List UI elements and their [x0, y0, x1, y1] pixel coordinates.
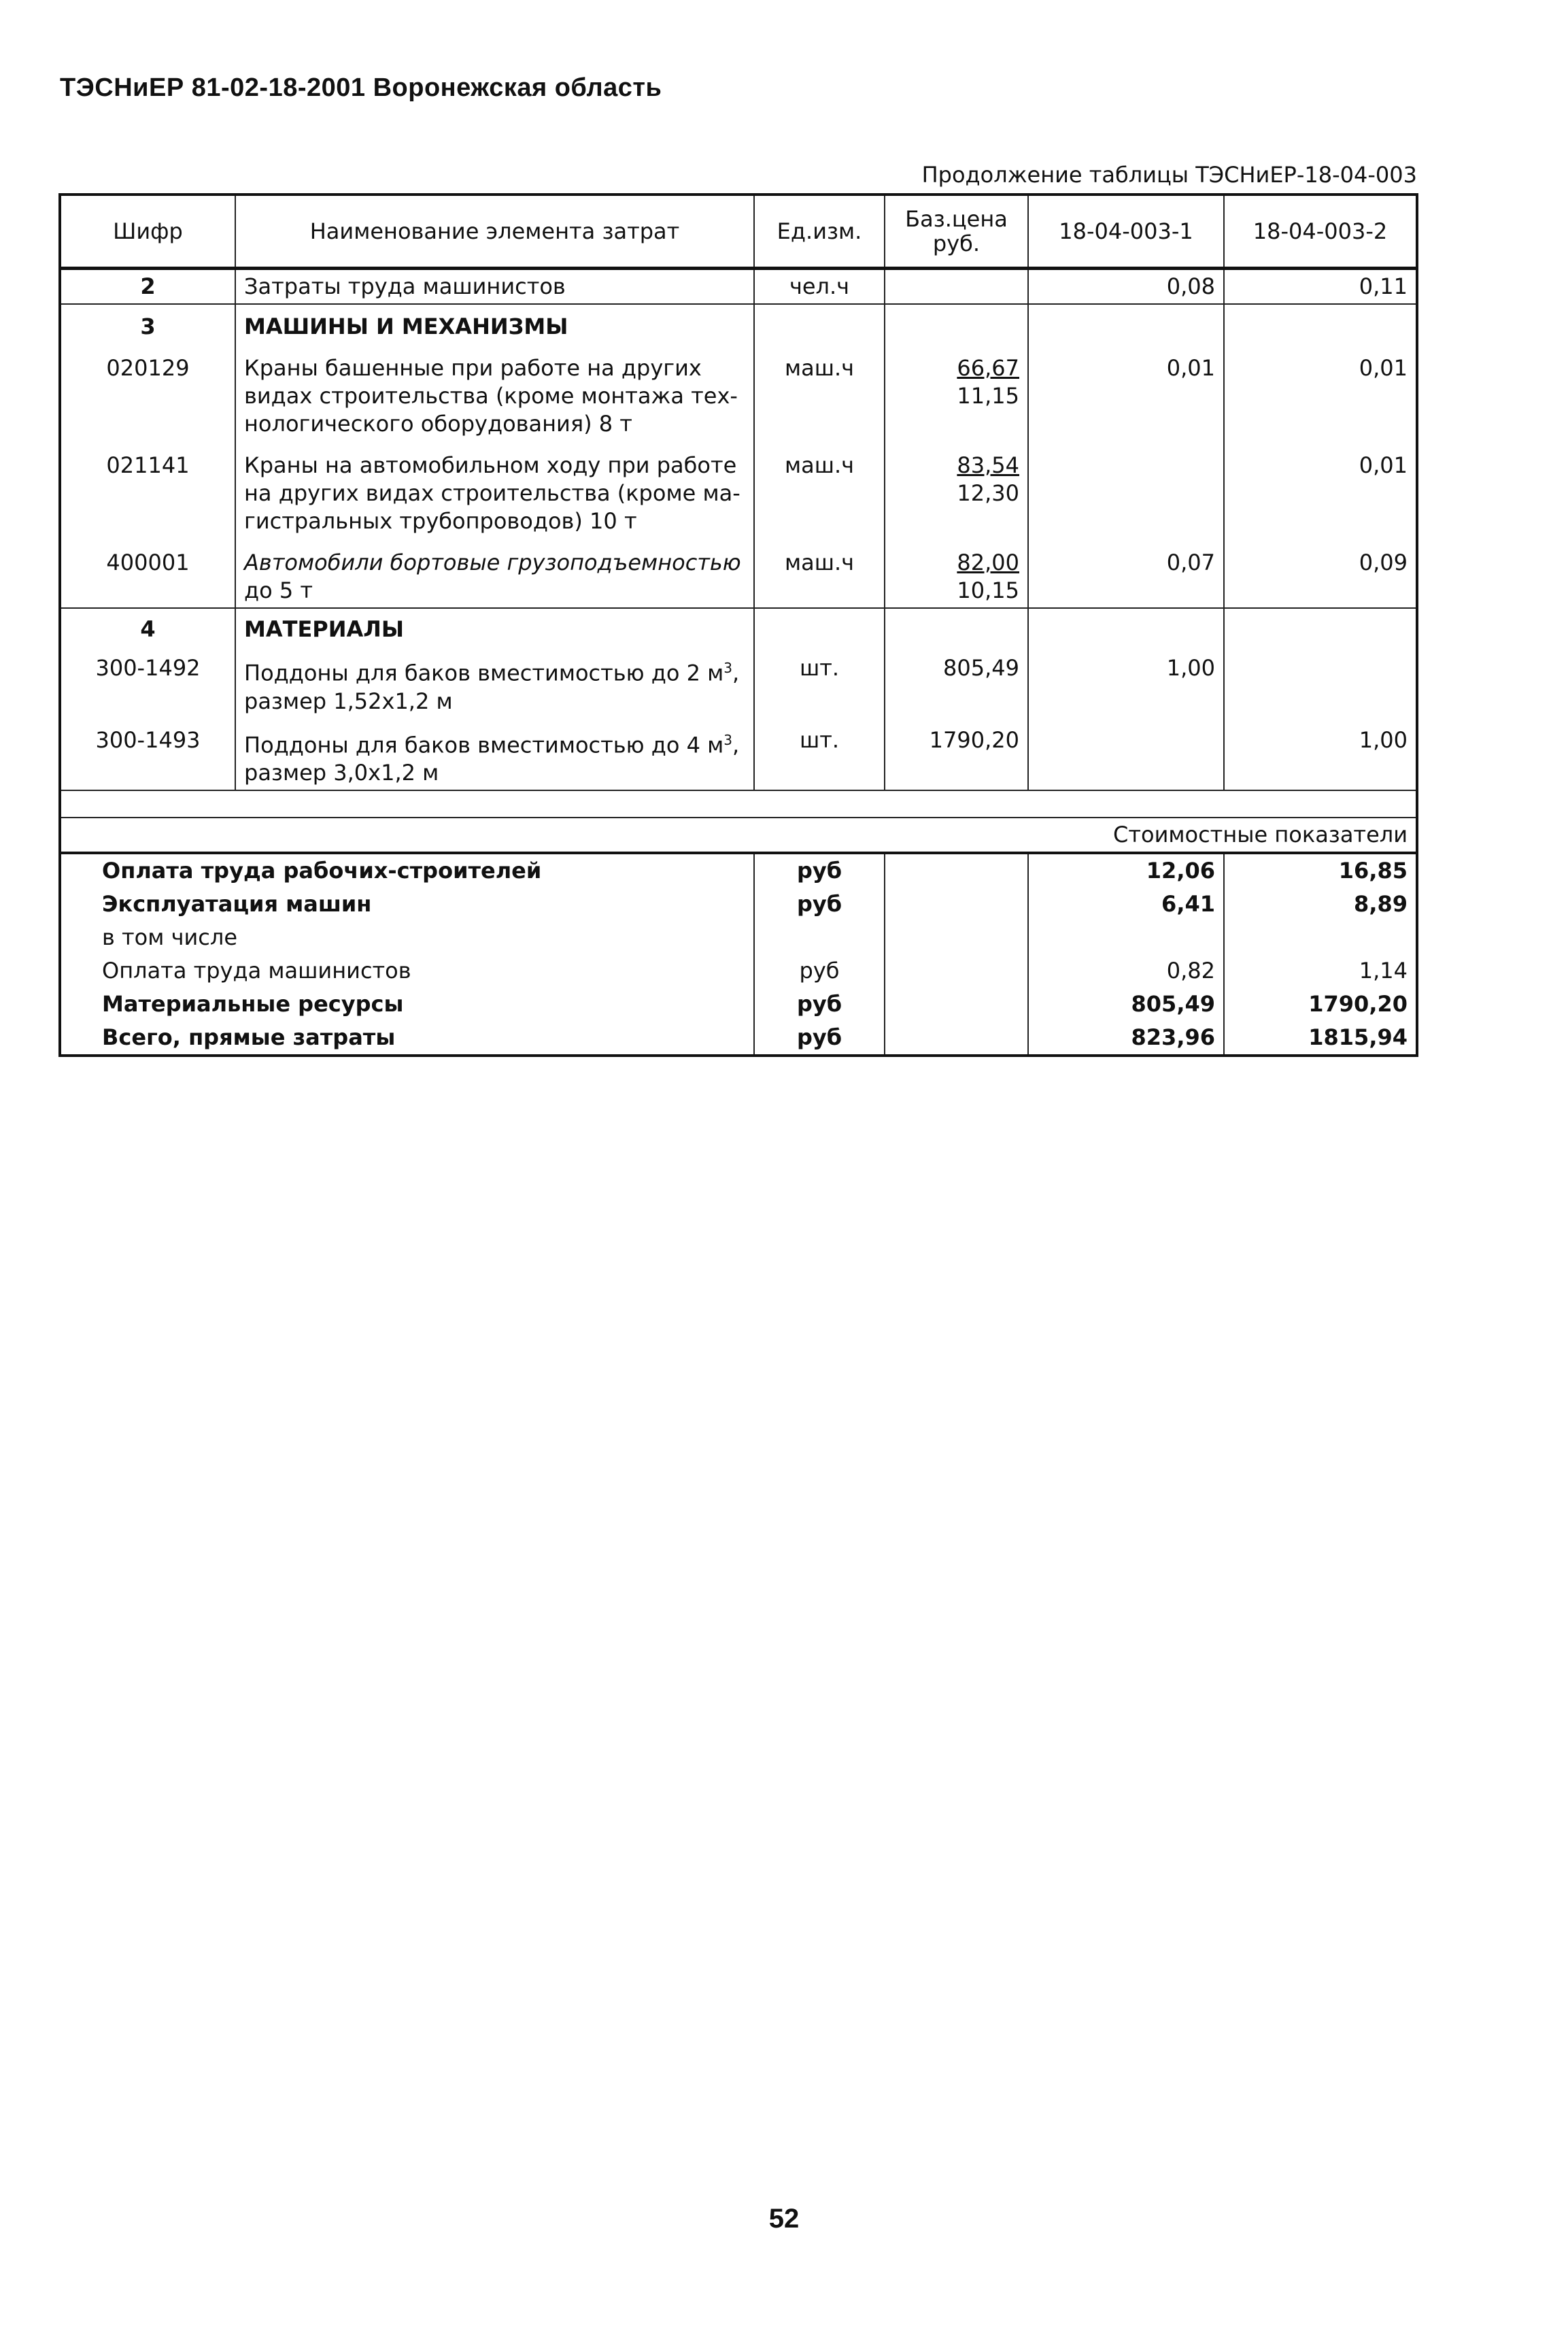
resource-name: Краны башенные при работе на других видах строительства (кроме монтажа тех- нологического оборудования) 8 т [235, 343, 754, 441]
resource-unit: маш.ч [754, 538, 885, 608]
cost-unit [754, 921, 885, 954]
cost-row [60, 988, 1417, 1021]
spacer-row [60, 790, 1417, 818]
cost-label: Эксплуатация машин [102, 891, 372, 918]
resource-code: 400001 [106, 550, 190, 575]
section-header-machines [60, 304, 1417, 343]
labor-value-2: 0,11 [1224, 269, 1417, 305]
labor-name: Затраты труда машинистов [235, 269, 754, 305]
section-title: МАТЕРИАЛЫ [235, 608, 754, 646]
page-number: 52 [768, 2204, 800, 2234]
resource-code: 020129 [106, 355, 190, 381]
resource-value-1 [1028, 441, 1224, 538]
cost-label: Оплата труда машинистов [102, 958, 411, 984]
table-row [60, 718, 1417, 791]
col-var1-header: 18-04-003-1 [1028, 195, 1224, 269]
cost-unit: руб [754, 888, 885, 921]
resource-name: Поддоны для баков вместимостью до 2 $м^3$, размер 1,52х1,2 м [235, 646, 754, 718]
cost-row [60, 853, 1417, 888]
resource-unit: шт. [754, 718, 885, 791]
cost-label: Всего, прямые затраты [102, 1024, 396, 1051]
cost-value-2 [1224, 921, 1417, 954]
resource-name: Автомобили бортовые грузоподъемностью до 5 т [235, 538, 754, 608]
cost-value-2: 1790,20 [1224, 988, 1417, 1021]
table-row [60, 343, 1417, 441]
resource-name: Поддоны для баков вместимостью до 4 $м^3$, размер 3,0х1,2 м [235, 718, 754, 791]
cost-label: Материальные ресурсы [102, 991, 404, 1018]
cost-value-2: 1,14 [1224, 954, 1417, 988]
norms-table [58, 193, 1418, 1057]
document-header: ТЭСНиЕР 81-02-18-2001 Воронежская область [60, 73, 662, 102]
column-header-row [60, 195, 1417, 269]
resource-value-2: 0,01 [1224, 441, 1417, 538]
table-row [60, 538, 1417, 608]
resource-price: 1790,20 [885, 718, 1028, 791]
cost-row [60, 954, 1417, 988]
resource-value-1 [1028, 718, 1224, 791]
labor-unit: чел.ч [754, 269, 885, 305]
col-code-header: Шифр [60, 195, 235, 269]
cost-row [60, 888, 1417, 921]
cost-unit: руб [754, 954, 885, 988]
resource-price: 83,54 12,30 [885, 441, 1028, 538]
resource-value-1: 0,01 [1028, 343, 1224, 441]
cost-label: Оплата труда рабочих-строителей [60, 853, 754, 888]
resource-value-2: 0,09 [1224, 538, 1417, 608]
resource-value-2: 1,00 [1224, 718, 1417, 791]
cost-row [60, 1021, 1417, 1056]
cost-value-2: 1815,94 [1224, 1021, 1417, 1056]
cost-caption-row [60, 818, 1417, 853]
cost-value-2: 16,85 [1224, 853, 1417, 888]
cost-value-1: 12,06 [1028, 853, 1224, 888]
resource-value-1: 1,00 [1028, 646, 1224, 718]
resource-price: 82,00 10,15 [885, 538, 1028, 608]
cost-value-1 [1028, 921, 1224, 954]
resource-code: 300-1492 [95, 655, 201, 681]
table-row [60, 646, 1417, 718]
resource-value-2: 0,01 [1224, 343, 1417, 441]
section-number: 4 [60, 608, 235, 646]
price-header-line1: Баз.цена [905, 206, 1008, 232]
resource-name: Краны на автомобильном ходу при работе на других видах строительства (кроме ма- гистральных трубопроводов) 10 т [235, 441, 754, 538]
resource-unit: маш.ч [754, 441, 885, 538]
resource-unit: маш.ч [754, 343, 885, 441]
resource-price: 66,67 11,15 [885, 343, 1028, 441]
resource-value-2 [1224, 646, 1417, 718]
resource-code: 300-1493 [95, 726, 201, 753]
col-price-header [885, 195, 1028, 269]
resource-code: 021141 [106, 452, 190, 478]
resource-price: 805,49 [885, 646, 1028, 718]
cost-value-1: 6,41 [1028, 888, 1224, 921]
col-var2-header: 18-04-003-2 [1224, 195, 1417, 269]
resource-value-1: 0,07 [1028, 538, 1224, 608]
labor-value-1: 0,08 [1028, 269, 1224, 305]
cost-caption: Стоимостные показатели [60, 818, 1417, 853]
section-header-materials [60, 608, 1417, 646]
cost-value-1: 823,96 [1028, 1021, 1224, 1056]
cost-value-1: 0,82 [1028, 954, 1224, 988]
cost-value-1: 805,49 [1028, 988, 1224, 1021]
cost-row [60, 921, 1417, 954]
cost-unit: руб [754, 1021, 885, 1056]
resource-unit: шт. [754, 646, 885, 718]
table-row [60, 441, 1417, 538]
cost-label: в том числе [102, 924, 237, 951]
cost-value-2: 8,89 [1224, 888, 1417, 921]
section-title: МАШИНЫ И МЕХАНИЗМЫ [235, 304, 754, 343]
price-header-line2: руб. [932, 231, 981, 256]
col-unit-header: Ед.изм. [754, 195, 885, 269]
section-number: 3 [60, 304, 235, 343]
col-name-header: Наименование элемента затрат [235, 195, 754, 269]
cost-unit: руб [754, 853, 885, 888]
section-number: 2 [140, 273, 156, 299]
table-continuation-caption: Продолжение таблицы ТЭСНиЕР-18-04-003 [921, 162, 1417, 188]
labor-row [60, 269, 1417, 305]
cost-unit: руб [754, 988, 885, 1021]
